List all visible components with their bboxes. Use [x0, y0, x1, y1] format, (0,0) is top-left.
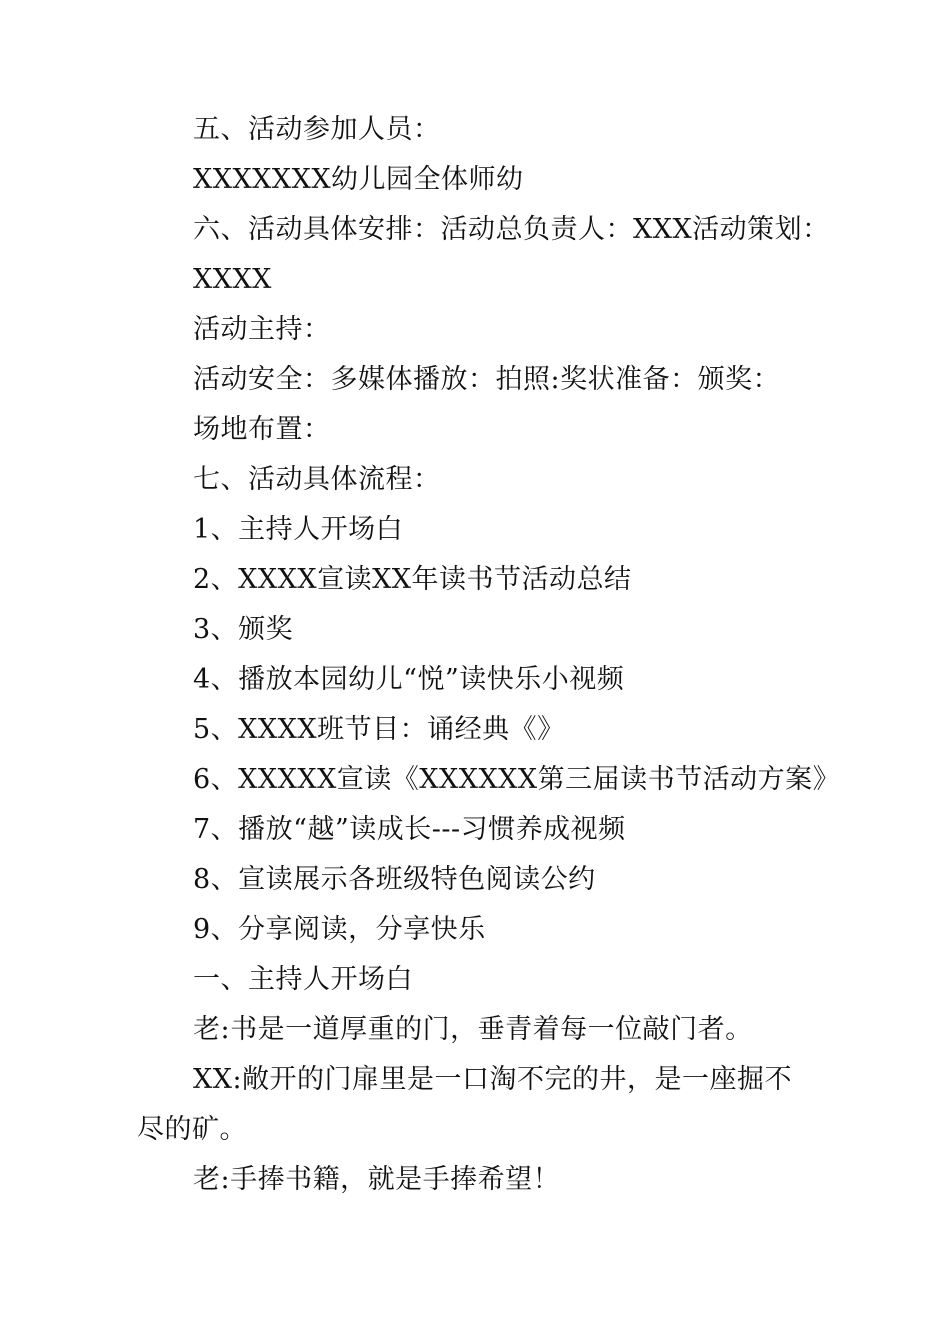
host-line: 活动主持： — [193, 314, 331, 345]
section-heading-arrangement: 六、活动具体安排：活动总负责人：XXX活动策划： — [193, 214, 830, 245]
venue-line: 场地布置： — [193, 414, 331, 445]
section-heading-participants: 五、活动参加人员： — [193, 114, 441, 145]
section-heading-process: 七、活动具体流程： — [193, 464, 441, 495]
list-item: 7、播放“越”读成长---习惯养成视频 — [193, 814, 626, 845]
dialogue-continuation: 尽的矿。 — [137, 1114, 247, 1145]
list-item: 3、颁奖 — [193, 614, 294, 645]
list-item: 6、XXXXX宣读《XXXXXX第三届读书节活动方案》 — [193, 764, 841, 795]
arrangement-continuation: XXXX — [193, 264, 272, 295]
dialogue-line: XX:敞开的门扉里是一口淘不完的井，是一座掘不 — [193, 1064, 793, 1095]
dialogue-line: 老:手捧书籍，就是手捧希望！ — [193, 1164, 561, 1195]
section-heading-opening: 一、主持人开场白 — [193, 964, 413, 995]
participants-text: XXXXXXX幼儿园全体师幼 — [193, 164, 524, 195]
list-item: 8、宣读展示各班级特色阅读公约 — [193, 864, 596, 895]
list-item: 4、播放本园幼儿“悦”读快乐小视频 — [193, 664, 625, 695]
roles-line: 活动安全：多媒体播放：拍照:奖状准备：颁奖： — [193, 364, 781, 395]
dialogue-line: 老:书是一道厚重的门，垂青着每一位敲门者。 — [193, 1014, 753, 1045]
list-item: 1、主持人开场白 — [193, 514, 404, 545]
list-item: 5、XXXX班节目：诵经典《》 — [193, 714, 565, 745]
list-item: 9、分享阅读，分享快乐 — [193, 914, 486, 945]
list-item: 2、XXXX宣读XX年读书节活动总结 — [193, 564, 632, 595]
